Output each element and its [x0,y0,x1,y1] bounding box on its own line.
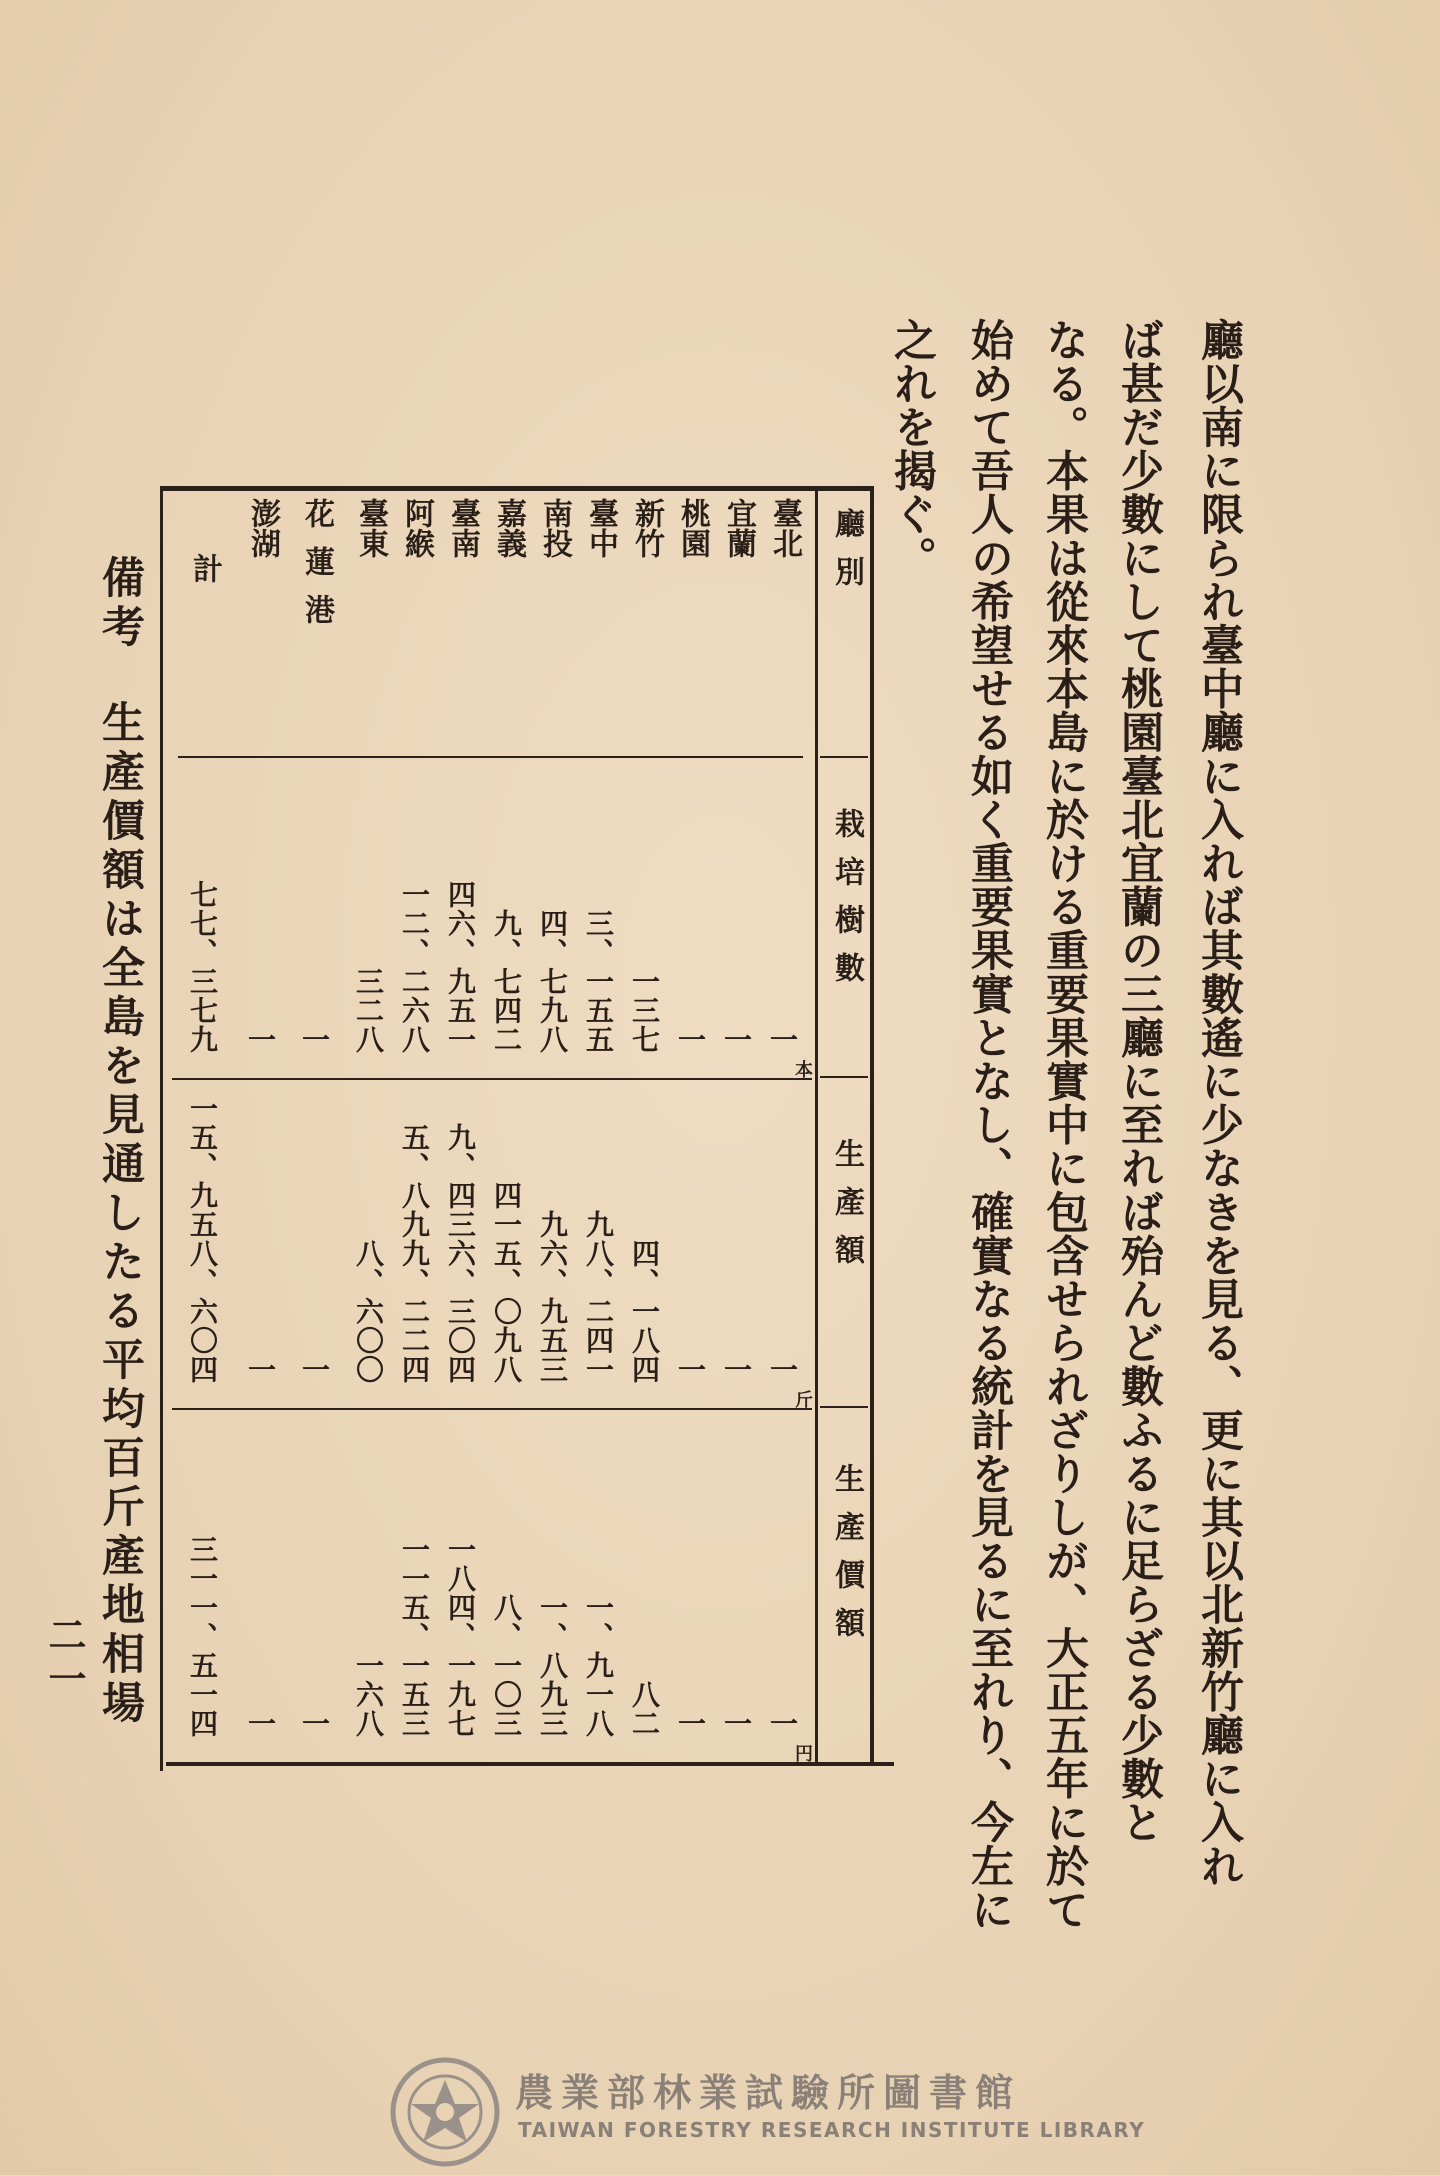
header-trees: 栽培樹數 [829,808,864,1000]
cell-trees: 九、七四二 [490,909,523,1054]
cell-production-total: 一五、九五八、六〇四 [186,1094,219,1384]
cell-trees: 一二、二六八 [398,880,431,1054]
unit-value: 円 [795,1744,813,1765]
row-name-tainan: 臺南 [445,498,480,558]
body-line-3: なる。本果は從來本島に於ける重要果實中に包含せられざりしが、大正五年に於て [1039,318,1089,1932]
cell-trees: 一 [244,1025,277,1054]
body-line-4: 始めて吾人の希望せる如く重要果實となし、確實なる統計を見るに至れり、今左に [964,318,1014,1932]
cell-production: 一 [674,1355,707,1384]
cell-production: 一 [720,1355,753,1384]
unit-trees: 本 [795,1060,813,1081]
cell-value: 一 [766,1709,799,1738]
cell-production: 一 [244,1355,277,1384]
body-line-1: 廳以南に限られ臺中廳に入れば其數遙に少なきを見る、更に其以北新竹廳に入れ [1194,318,1244,1888]
cell-trees: 四六、九五一 [444,880,477,1054]
cell-value: 一 [244,1709,277,1738]
cell-value-total: 三一一、五一四 [186,1535,219,1738]
row-name-yilan: 宜蘭 [721,498,756,558]
cell-value: 八二 [628,1680,661,1738]
statistics-table [160,478,880,1768]
row-name-nantou: 南投 [537,498,572,558]
row-name-taipei: 臺北 [767,498,802,558]
cell-trees: 一 [298,1025,331,1054]
cell-production: 五、八九九、二二四 [398,1123,431,1384]
cell-trees: 一 [766,1025,799,1054]
cell-trees: 一三七 [628,967,661,1054]
library-name-chinese: 農業部林業試驗所圖書館 [515,2071,1022,2115]
cell-production: 四一五、〇九八 [490,1181,523,1384]
cell-production: 九八、二四一 [582,1210,615,1384]
cell-value: 一 [674,1709,707,1738]
library-name-english: TAIWAN FORESTRY RESEARCH INSTITUTE LIBRARY [518,2118,1146,2142]
cell-trees: 一 [720,1025,753,1054]
remark-text: 生產價額は全島を見通したる平均百斤產地相場 [95,700,145,1729]
row-name-total: 計 [187,553,222,583]
cell-trees: 三二八 [352,967,385,1054]
cell-trees: 一 [674,1025,707,1054]
cell-value: 一、八九三 [536,1593,569,1738]
header-prefecture: 廳別 [829,508,864,604]
cell-value: 一六八 [352,1651,385,1738]
body-line-5: 之れを揭ぐ。 [887,318,937,580]
unit-production: 斤 [795,1390,813,1411]
row-name-taichung: 臺中 [583,498,618,558]
cell-production: 四、一八四 [628,1239,661,1384]
header-production: 生產額 [829,1138,864,1282]
body-line-2: ば甚だ少數にして桃園臺北宜蘭の三廳に至れば殆んど數ふるに足らざる少數と [1114,318,1164,1844]
row-name-hoko: 澎湖 [245,498,280,558]
row-name-taoyuan: 桃園 [675,498,710,558]
cell-value: 一 [298,1709,331,1738]
cell-trees: 三、一五五 [582,909,615,1054]
page-number: 二一 [42,1615,87,1703]
row-name-chiayi: 嘉義 [491,498,526,558]
header-value: 生產價額 [829,1463,864,1655]
cell-trees: 四、七九八 [536,909,569,1054]
cell-value: 八、一〇三 [490,1593,523,1738]
row-name-hsinchu: 新竹 [629,498,664,558]
cell-value: 一八四、一九七 [444,1535,477,1738]
cell-value: 一一五、一五三 [398,1535,431,1738]
row-name-taito: 臺東 [353,498,388,558]
cell-production: 九六、九五三 [536,1210,569,1384]
remark-label: 備考 [95,555,145,653]
cell-value: 一 [720,1709,753,1738]
cell-production: 八、六〇〇 [352,1239,385,1384]
cell-production: 九、四三六、三〇四 [444,1123,477,1384]
cell-production: 一 [298,1355,331,1384]
cell-value: 一、九一八 [582,1593,615,1738]
cell-production: 一 [766,1355,799,1384]
cell-trees-total: 七七、三七九 [186,880,219,1054]
row-name-ako: 阿緱 [399,498,434,558]
library-seal-logo [385,2052,505,2172]
row-name-karenko: 花蓮港 [299,498,334,642]
